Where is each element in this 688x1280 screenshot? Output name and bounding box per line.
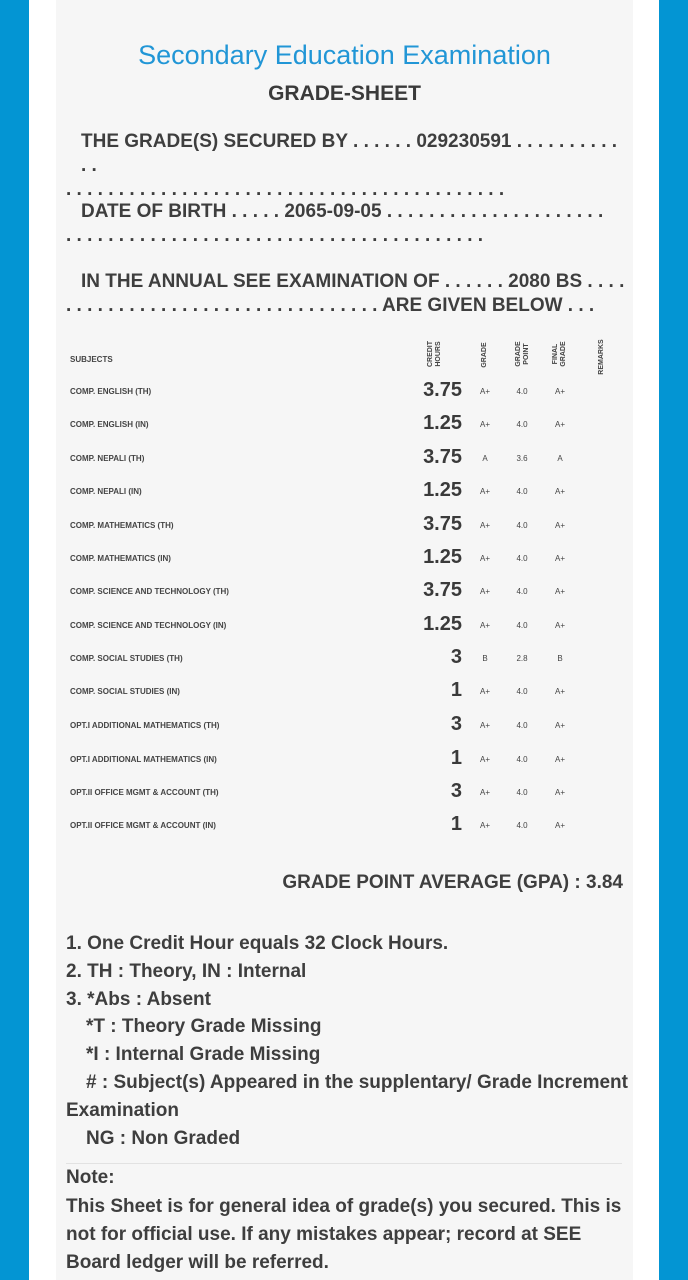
grade-point: 4.0 [516, 755, 528, 764]
header-remarks: REMARKS [598, 339, 605, 375]
grade-point: 4.0 [516, 788, 528, 797]
credit-hours: 1.25 [423, 479, 462, 501]
subject-name: COMP. NEPALI (IN) [70, 487, 142, 496]
credit-hours: 3.75 [423, 579, 462, 601]
note-label: Note: [66, 1167, 115, 1188]
subject-name: OPT.I ADDITIONAL MATHEMATICS (IN) [70, 755, 217, 764]
header-grade-point [515, 339, 531, 369]
secured-by-text [66, 130, 626, 202]
note-text: This Sheet is for general idea of grade(s) you secured. This is not for official use. If any mistakes appear; record at SEE Board ledger will be referred. [66, 1196, 622, 1273]
final-grade: A+ [554, 387, 565, 396]
header-grade: GRADE [481, 342, 488, 368]
grade-point: 4.0 [516, 821, 528, 830]
credit-hours: 3.75 [423, 513, 462, 535]
final-grade: A+ [554, 420, 565, 429]
secured-by-line-1: THE GRADE(S) SECURED BY . . . . . . 029230591 . . . . . . . . . . . . [81, 131, 618, 176]
legend-item: 1. One Credit Hour equals 32 Clock Hours. [66, 933, 449, 954]
legend-item: NG : Non Graded [86, 1127, 241, 1149]
table-row [66, 776, 626, 809]
header-final-grade [552, 339, 568, 369]
credit-hours: 1 [450, 679, 462, 701]
table-row [66, 809, 626, 842]
credit-hours: 1 [450, 747, 462, 769]
header-credit-hours [427, 339, 443, 369]
grade-point: 4.0 [516, 420, 528, 429]
credit-hours: 1.25 [423, 546, 462, 568]
header-credit-hours-line2: HOURS [435, 341, 442, 367]
final-grade: B [557, 654, 563, 663]
table-row [66, 675, 626, 708]
subject-name: COMP. MATHEMATICS (TH) [70, 521, 174, 530]
header-final-grade-line2: GRADE [560, 341, 567, 367]
exam-line-1: IN THE ANNUAL SEE EXAMINATION OF . . . . . . 2080 BS . . . . [81, 271, 625, 292]
final-grade: A+ [554, 755, 565, 764]
subject-name: OPT.II OFFICE MGMT & ACCOUNT (TH) [70, 788, 219, 797]
grade-point: 4.0 [516, 521, 528, 530]
grade: A+ [479, 687, 490, 696]
legend-list [66, 930, 626, 1152]
dob-text [66, 200, 626, 248]
credit-hours: 3.75 [423, 446, 462, 468]
legend-item: 3. *Abs : Absent [66, 988, 211, 1010]
grade: B [482, 654, 488, 663]
grade: A+ [479, 755, 490, 764]
subject-name: OPT.II OFFICE MGMT & ACCOUNT (IN) [70, 821, 216, 830]
subject-name: COMP. SCIENCE AND TECHNOLOGY (IN) [70, 621, 227, 630]
final-grade: A+ [554, 687, 565, 696]
secured-by-line-2: . . . . . . . . . . . . . . . . . . . . . . . . . . . . . . . . . . . . . . . . . . [66, 179, 505, 200]
grade-point: 4.0 [516, 687, 528, 696]
grade-point: 2.8 [516, 654, 528, 663]
final-grade: A+ [554, 487, 565, 496]
credit-hours: 3 [450, 646, 462, 668]
final-grade: A+ [554, 721, 565, 730]
subject-name: COMP. MATHEMATICS (IN) [70, 554, 171, 563]
credit-hours: 3 [450, 713, 462, 735]
subject-name: COMP. NEPALI (TH) [70, 454, 145, 463]
grade: A+ [479, 821, 490, 830]
final-grade: A+ [554, 788, 565, 797]
subject-name: COMP. SOCIAL STUDIES (IN) [70, 687, 180, 696]
grade: A+ [479, 621, 490, 630]
divider [66, 1163, 622, 1164]
credit-hours: 1 [450, 813, 462, 835]
legend-item: 2. TH : Theory, IN : Internal [66, 960, 307, 982]
legend-item: # : Subject(s) Appeared in the supplentary/ Grade Increment [86, 1071, 628, 1093]
grade: A+ [479, 587, 490, 596]
gpa-summary: GRADE POINT AVERAGE (GPA) : 3.84 [282, 872, 623, 893]
credit-hours: 3.75 [423, 379, 462, 401]
grade-point: 4.0 [516, 721, 528, 730]
table-row [66, 408, 626, 441]
header-grade-point-line1: GRADE [515, 341, 522, 367]
grade-point: 4.0 [516, 487, 528, 496]
exam-line-2: . . . . . . . . . . . . . . . . . . . . . . . . . . . . . . ARE GIVEN BELOW . . . [66, 295, 595, 316]
table-row [66, 642, 626, 675]
table-row [66, 743, 626, 776]
legend-item: Examination [66, 1099, 179, 1121]
table-row [66, 575, 626, 608]
final-grade: A+ [554, 587, 565, 596]
table-row [66, 609, 626, 642]
final-grade: A+ [554, 821, 565, 830]
subject-name: OPT.I ADDITIONAL MATHEMATICS (TH) [70, 721, 220, 730]
table-row [66, 442, 626, 475]
subject-name: COMP. SOCIAL STUDIES (TH) [70, 654, 183, 663]
table-row [66, 509, 626, 542]
grade-point: 4.0 [516, 387, 528, 396]
table-row [66, 709, 626, 742]
header-subjects: SUBJECTS [70, 355, 113, 364]
final-grade: A+ [554, 554, 565, 563]
credit-hours: 1.25 [423, 613, 462, 635]
final-grade: A [557, 454, 563, 463]
grade-point: 3.6 [516, 454, 528, 463]
dob-line-2: . . . . . . . . . . . . . . . . . . . . . . . . . . . . . . . . . . . . . . . . [66, 225, 484, 246]
exam-text [66, 270, 626, 318]
grade-sheet-heading: GRADE-SHEET [268, 82, 421, 105]
legend-item: *I : Internal Grade Missing [86, 1044, 321, 1066]
grade: A [482, 454, 488, 463]
grade-point: 4.0 [516, 554, 528, 563]
grade: A+ [479, 788, 490, 797]
grade: A+ [479, 487, 490, 496]
subject-name: COMP. ENGLISH (IN) [70, 420, 149, 429]
grade: A+ [479, 387, 490, 396]
grade: A+ [479, 420, 490, 429]
table-row [66, 542, 626, 575]
subject-name: COMP. ENGLISH (TH) [70, 387, 152, 396]
final-grade: A+ [554, 521, 565, 530]
header-grade-point-line2: POINT [523, 343, 530, 365]
header-final-grade-line1: FINAL [552, 343, 559, 365]
grade: A+ [479, 521, 490, 530]
grade: A+ [479, 554, 490, 563]
credit-hours: 1.25 [423, 412, 462, 434]
table-row [66, 375, 626, 408]
grade: A+ [479, 721, 490, 730]
dob-line-1: DATE OF BIRTH . . . . . 2065-09-05 . . . . . . . . . . . . . . . . . . . . . [81, 201, 604, 222]
grade-point: 4.0 [516, 621, 528, 630]
credit-hours: 3 [450, 780, 462, 802]
subject-name: COMP. SCIENCE AND TECHNOLOGY (TH) [70, 587, 229, 596]
exam-title: Secondary Education Examination [138, 40, 551, 70]
grade-point: 4.0 [516, 587, 528, 596]
final-grade: A+ [554, 621, 565, 630]
table-row [66, 475, 626, 508]
header-credit-hours-line1: CREDIT [427, 340, 434, 368]
legend-item: *T : Theory Grade Missing [86, 1016, 322, 1038]
